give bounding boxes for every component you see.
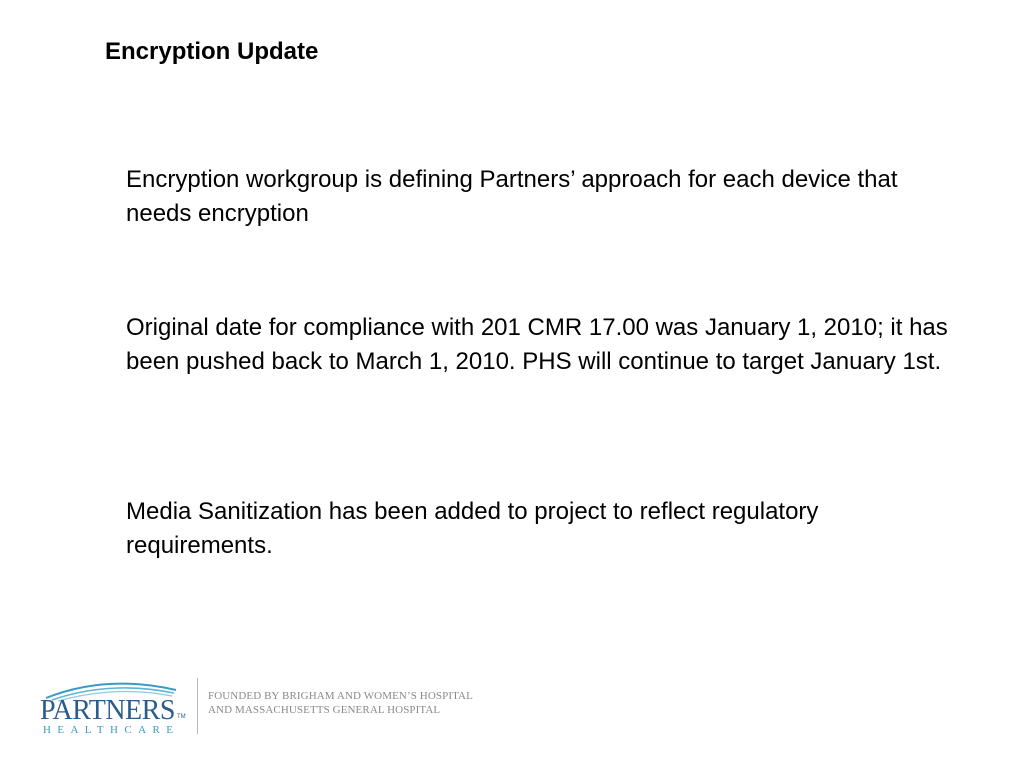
slide-title: Encryption Update [105, 38, 319, 65]
footer-tagline-line-2: AND MASSACHUSETTS GENERAL HOSPITAL [208, 704, 441, 716]
body-paragraph-1: Encryption workgroup is defining Partners’ approach for each device that needs encryption [126, 166, 898, 227]
logo-trademark: TM [177, 714, 186, 720]
logo-wordmark: PARTNERS [40, 695, 175, 726]
partners-healthcare-logo [36, 676, 186, 738]
body-paragraph-3: Media Sanitization has been added to project to reflect regulatory requirements. [126, 498, 819, 559]
body-paragraph-2: Original date for compliance with 201 CMR 17.00 was January 1, 2010; it has been pushed back to March 1, 2010. PHS will continue to target January 1st. [126, 314, 948, 375]
footer-tagline-line-1: FOUNDED BY BRIGHAM AND WOMEN’S HOSPITAL [208, 690, 473, 702]
footer-divider [197, 678, 198, 734]
logo-subtitle: HEALTHCARE [43, 724, 180, 736]
footer-tagline [208, 689, 473, 717]
